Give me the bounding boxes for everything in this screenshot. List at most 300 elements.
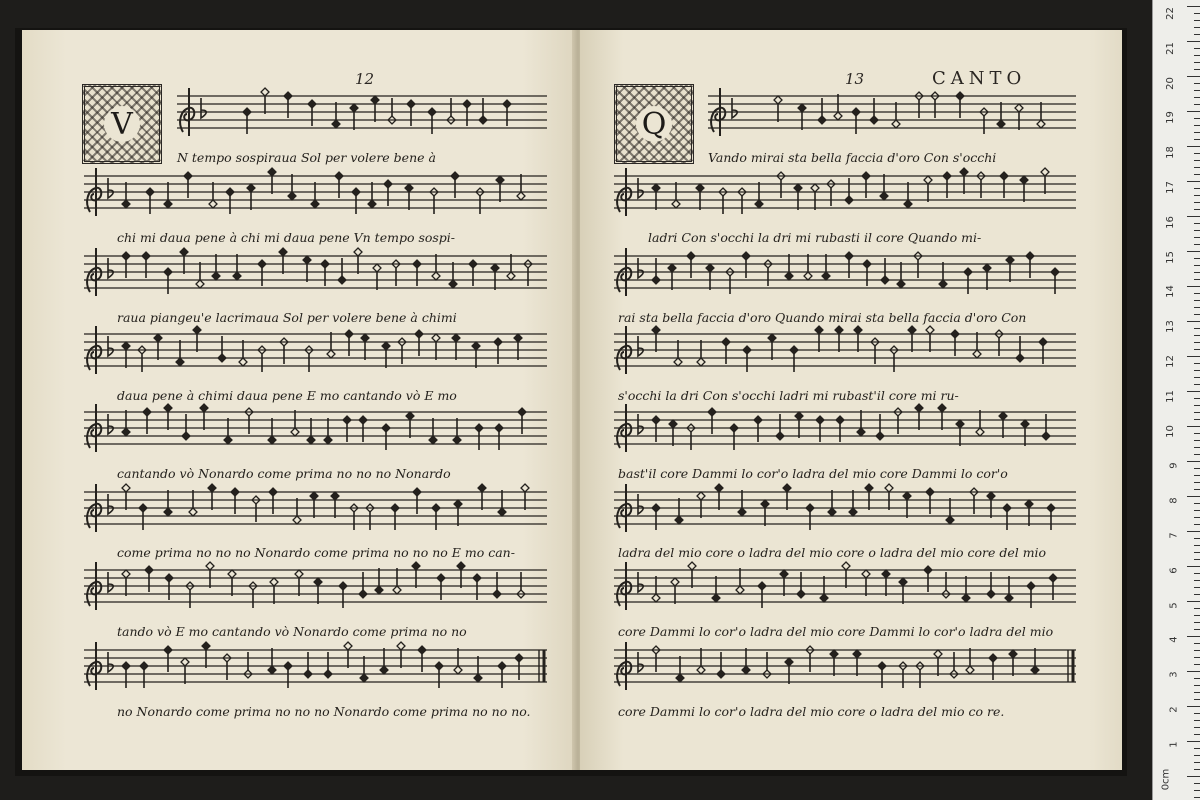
note-head: [897, 280, 905, 288]
ruler-tick: [1194, 132, 1200, 133]
note-head: [479, 116, 487, 124]
note-head: [165, 574, 173, 582]
ruler-tick: [1194, 454, 1200, 455]
note-head: [224, 436, 232, 444]
note-head: [939, 280, 947, 288]
ruler-tick: [1194, 727, 1200, 728]
note-head: [798, 104, 806, 112]
note-head: [382, 342, 390, 350]
ruler-tick: [1194, 790, 1200, 791]
note-head: [882, 570, 890, 578]
note-head: [934, 650, 942, 658]
ruler-tick: [1194, 90, 1200, 91]
note-head: [1027, 582, 1035, 590]
note-head: [785, 272, 793, 280]
note-head: [862, 570, 870, 578]
note-head: [696, 184, 704, 192]
note-head: [196, 280, 204, 288]
note-head: [193, 326, 201, 334]
ruler-tick: [1194, 692, 1200, 693]
ruler-tick: [1187, 566, 1200, 567]
lyric-line: core Dammi lo cor'o ladra del mio core o ladra del mio co re.: [618, 704, 1005, 719]
note-head: [176, 358, 184, 366]
note-head: [736, 586, 744, 594]
ruler-tick: [1194, 377, 1200, 378]
note-head: [892, 120, 900, 128]
ruler-tick: [1194, 545, 1200, 546]
note-head: [331, 492, 339, 500]
ruler-tick: [1194, 755, 1200, 756]
ruler-tick: [1194, 615, 1200, 616]
flat-sign-icon: [732, 98, 737, 118]
note-head: [652, 416, 660, 424]
note-head: [498, 508, 506, 516]
note-head: [208, 484, 216, 492]
ruler-tick: [1194, 678, 1200, 679]
note-head: [822, 272, 830, 280]
note-head: [209, 200, 217, 208]
ruler-tick: [1194, 258, 1200, 259]
note-head: [816, 416, 824, 424]
ruler-tick: [1194, 20, 1200, 21]
note-head: [964, 268, 972, 276]
note-head: [999, 412, 1007, 420]
lyric-line: s'occhi la dri Con s'occhi ladri mi rubast'il core mi ru-: [618, 388, 959, 403]
note-head: [517, 192, 525, 200]
note-head: [774, 96, 782, 104]
note-head: [279, 248, 287, 256]
note-head: [164, 268, 172, 276]
note-head: [310, 492, 318, 500]
note-head: [122, 200, 130, 208]
note-head: [343, 416, 351, 424]
note-head: [924, 176, 932, 184]
note-head: [881, 276, 889, 284]
ruler-tick: [1194, 83, 1200, 84]
ruler-tick: [1194, 27, 1200, 28]
note-head: [715, 484, 723, 492]
ruler-tick: [1194, 517, 1200, 518]
note-head: [938, 404, 946, 412]
ruler-tick: [1194, 622, 1200, 623]
ruler-tick: [1194, 489, 1200, 490]
ruler-label: 7: [1168, 532, 1180, 539]
note-head: [675, 516, 683, 524]
ruler-label: 2: [1168, 706, 1180, 713]
ruler-tick: [1194, 209, 1200, 210]
note-head: [493, 590, 501, 598]
note-head: [181, 658, 189, 666]
lyric-line: ladra del mio core o ladra del mio core o ladra del mio core del mio: [618, 545, 1047, 560]
ruler-tick: [1187, 286, 1200, 287]
ruler-tick: [1194, 34, 1200, 35]
note-head: [339, 582, 347, 590]
note-head: [231, 488, 239, 496]
note-head: [503, 100, 511, 108]
ruler-label: 19: [1165, 111, 1177, 125]
note-head: [268, 666, 276, 674]
note-head: [1031, 666, 1039, 674]
note-head: [951, 330, 959, 338]
note-head: [293, 516, 301, 524]
ruler-tick: [1194, 559, 1200, 560]
note-head: [428, 108, 436, 116]
ruler-tick: [1187, 321, 1200, 322]
note-head: [218, 354, 226, 362]
ruler-tick: [1194, 734, 1200, 735]
flat-sign-icon: [638, 178, 643, 198]
ruler-tick: [1194, 48, 1200, 49]
note-head: [295, 570, 303, 578]
note-head: [496, 176, 504, 184]
ruler-tick: [1194, 433, 1200, 434]
note-head: [783, 484, 791, 492]
ruler-label: 10: [1165, 424, 1177, 438]
note-head: [139, 504, 147, 512]
note-head: [164, 508, 172, 516]
ruler-tick: [1194, 440, 1200, 441]
note-head: [303, 256, 311, 264]
ruler-label: 15: [1165, 250, 1177, 264]
note-head: [226, 188, 234, 196]
ruler-tick: [1187, 601, 1200, 602]
lyric-line: daua pene à chimi daua pene E mo cantando vò E mo: [117, 388, 457, 403]
note-head: [270, 578, 278, 586]
flat-sign-icon: [638, 258, 643, 278]
note-head: [755, 200, 763, 208]
note-head: [206, 562, 214, 570]
ruler-label: 9: [1168, 462, 1180, 470]
ruler-tick: [1187, 251, 1200, 252]
ruler-tick: [1194, 230, 1200, 231]
ruler-tick: [1187, 496, 1200, 497]
note-head: [966, 666, 974, 674]
ruler-label: 5: [1168, 601, 1180, 609]
note-head: [354, 248, 362, 256]
ruler-tick: [1194, 699, 1200, 700]
note-head: [418, 646, 426, 654]
note-head: [518, 408, 526, 416]
ruler-tick: [1194, 314, 1200, 315]
note-head: [122, 484, 130, 492]
note-head: [473, 574, 481, 582]
note-head: [435, 662, 443, 670]
ruler-label: 13: [1165, 320, 1177, 334]
note-head: [515, 654, 523, 662]
lyric-line: chi mi daua pene à chi mi daua pene Vn tempo sospi-: [117, 230, 456, 245]
note-head: [391, 504, 399, 512]
note-head: [507, 272, 515, 280]
ruler-label: 17: [1165, 181, 1177, 194]
note-head: [247, 184, 255, 192]
lyric-line: N tempo sospiraua Sol per volere bene à: [177, 150, 436, 165]
ruler-label: 18: [1165, 146, 1177, 160]
note-head: [164, 404, 172, 412]
note-head: [956, 420, 964, 428]
ruler-tick: [1194, 293, 1200, 294]
ruler-tick: [1194, 748, 1200, 749]
note-head: [795, 412, 803, 420]
ruler-tick: [1187, 461, 1200, 462]
note-head: [1051, 268, 1059, 276]
note-head: [494, 338, 502, 346]
ruler-tick: [1187, 776, 1200, 777]
music-staff: [614, 164, 1076, 224]
ruler-tick: [1194, 363, 1200, 364]
note-head: [475, 424, 483, 432]
note-head: [876, 432, 884, 440]
ruler-label: 8: [1168, 497, 1180, 504]
ruler-tick: [1194, 202, 1200, 203]
ruler-tick: [1187, 706, 1200, 707]
ruler-tick: [1194, 685, 1200, 686]
note-head: [997, 120, 1005, 128]
music-staff: [84, 322, 547, 382]
note-head: [308, 100, 316, 108]
ruler-label: 20: [1165, 76, 1177, 90]
note-head: [853, 650, 861, 658]
note-head: [454, 500, 462, 508]
note-head: [406, 412, 414, 420]
note-head: [345, 330, 353, 338]
flat-sign-icon: [108, 572, 113, 592]
ruler-tick: [1194, 272, 1200, 273]
music-staff: [84, 558, 547, 618]
ruler-tick: [1194, 664, 1200, 665]
note-head: [1042, 432, 1050, 440]
ruler-tick: [1194, 419, 1200, 420]
note-head: [143, 408, 151, 416]
decorated-initial: [82, 84, 162, 164]
note-head: [1047, 504, 1055, 512]
note-head: [1000, 172, 1008, 180]
ruler-tick: [1194, 720, 1200, 721]
note-head: [794, 184, 802, 192]
music-staff: [84, 244, 547, 304]
note-head: [754, 416, 762, 424]
note-head: [288, 192, 296, 200]
ruler-tick: [1194, 104, 1200, 105]
note-head: [924, 566, 932, 574]
ruler-tick: [1194, 412, 1200, 413]
note-head: [164, 200, 172, 208]
lyric-line: rai sta bella faccia d'oro Quando mirai sta bella faccia d'oro Con: [618, 310, 1027, 325]
ruler-tick: [1194, 335, 1200, 336]
note-head: [397, 642, 405, 650]
ruler-label: 4: [1168, 636, 1180, 644]
note-head: [785, 658, 793, 666]
note-head: [1020, 176, 1028, 184]
note-head: [164, 646, 172, 654]
note-head: [332, 120, 340, 128]
ruler-tick: [1194, 524, 1200, 525]
note-head: [706, 264, 714, 272]
ruler-tick: [1194, 580, 1200, 581]
note-head: [908, 326, 916, 334]
note-head: [327, 350, 335, 358]
note-head: [284, 92, 292, 100]
note-head: [142, 252, 150, 260]
ruler-tick: [1194, 510, 1200, 511]
note-head: [946, 516, 954, 524]
note-head: [880, 192, 888, 200]
note-head: [457, 562, 465, 570]
note-head: [815, 326, 823, 334]
note-head: [865, 484, 873, 492]
ruler-tick: [1194, 349, 1200, 350]
note-head: [671, 578, 679, 586]
ruler-tick: [1187, 531, 1200, 532]
note-head: [451, 172, 459, 180]
note-head: [521, 484, 529, 492]
music-staff: [84, 480, 547, 540]
note-head: [845, 196, 853, 204]
ruler-tick: [1187, 741, 1200, 742]
note-head: [413, 488, 421, 496]
note-head: [1009, 650, 1017, 658]
note-head: [712, 594, 720, 602]
note-head: [373, 264, 381, 272]
ruler-label: 16: [1165, 215, 1177, 229]
note-head: [449, 280, 457, 288]
note-head: [1006, 256, 1014, 264]
note-head: [960, 168, 968, 176]
note-head: [1041, 168, 1049, 176]
note-head: [429, 436, 437, 444]
ruler-tick: [1194, 447, 1200, 448]
ruler-tick: [1194, 13, 1200, 14]
ruler-tick: [1194, 188, 1200, 189]
note-head: [405, 184, 413, 192]
music-staff: [614, 400, 1076, 460]
note-head: [412, 562, 420, 570]
music-staff: [84, 638, 547, 698]
note-head: [899, 578, 907, 586]
ruler-tick: [1194, 398, 1200, 399]
note-head: [307, 436, 315, 444]
note-head: [498, 662, 506, 670]
note-head: [903, 492, 911, 500]
note-head: [697, 492, 705, 500]
note-head: [200, 404, 208, 412]
ruler-tick: [1194, 475, 1200, 476]
note-head: [842, 562, 850, 570]
note-head: [452, 334, 460, 342]
note-head: [818, 116, 826, 124]
flat-sign-icon: [201, 98, 206, 118]
note-head: [956, 92, 964, 100]
music-staff: [177, 84, 547, 144]
note-head: [432, 504, 440, 512]
note-head: [652, 504, 660, 512]
ruler-tick: [1187, 6, 1200, 7]
note-head: [863, 260, 871, 268]
note-head: [836, 416, 844, 424]
note-head: [835, 326, 843, 334]
note-head: [1025, 500, 1033, 508]
note-head: [474, 674, 482, 682]
note-head: [652, 326, 660, 334]
lyric-line: cantando vò Nonardo come prima no no no Nonardo: [117, 466, 451, 481]
note-head: [269, 488, 277, 496]
note-head: [291, 428, 299, 436]
note-head: [382, 424, 390, 432]
note-head: [687, 252, 695, 260]
note-head: [743, 346, 751, 354]
note-head: [478, 484, 486, 492]
note-head: [350, 104, 358, 112]
ruler-tick: [1194, 482, 1200, 483]
ruler-tick: [1194, 62, 1200, 63]
note-head: [674, 358, 682, 366]
flat-sign-icon: [638, 414, 643, 434]
ruler-tick: [1187, 76, 1200, 77]
flat-sign-icon: [638, 572, 643, 592]
ruler-tick: [1194, 174, 1200, 175]
note-head: [361, 334, 369, 342]
page-number: 12: [355, 70, 375, 88]
music-staff: [614, 480, 1076, 540]
note-head: [180, 248, 188, 256]
left-page: [22, 30, 578, 770]
note-head: [284, 662, 292, 670]
ruler-tick: [1187, 41, 1200, 42]
note-head: [122, 570, 130, 578]
flat-sign-icon: [638, 494, 643, 514]
note-head: [878, 662, 886, 670]
ruler-tick: [1194, 153, 1200, 154]
flat-sign-icon: [638, 652, 643, 672]
decorated-initial: [614, 84, 694, 164]
ruler-label: 3: [1168, 671, 1180, 678]
ruler-tick: [1194, 244, 1200, 245]
ruler-tick: [1194, 405, 1200, 406]
ruler-tick: [1187, 111, 1200, 112]
music-staff: [84, 164, 547, 224]
ruler-tick: [1194, 195, 1200, 196]
lyric-line: come prima no no no Nonardo come prima no no no E mo can-: [117, 545, 515, 560]
note-head: [722, 338, 730, 346]
note-head: [140, 662, 148, 670]
note-head: [454, 666, 462, 674]
note-head: [359, 590, 367, 598]
note-head: [1005, 594, 1013, 602]
note-head: [834, 112, 842, 120]
note-head: [676, 674, 684, 682]
note-head: [976, 428, 984, 436]
ruler-tick: [1194, 279, 1200, 280]
note-head: [926, 488, 934, 496]
ruler-tick: [1194, 237, 1200, 238]
note-head: [717, 670, 725, 678]
note-head: [1021, 420, 1029, 428]
note-head: [780, 570, 788, 578]
note-head: [730, 424, 738, 432]
note-head: [983, 264, 991, 272]
ruler-tick: [1194, 125, 1200, 126]
note-head: [776, 432, 784, 440]
ruler-tick: [1194, 783, 1200, 784]
note-head: [973, 350, 981, 358]
note-head: [415, 330, 423, 338]
ruler-tick: [1187, 216, 1200, 217]
note-head: [830, 650, 838, 658]
note-head: [668, 264, 676, 272]
note-head: [352, 188, 360, 196]
note-head: [811, 184, 819, 192]
note-head: [335, 172, 343, 180]
note-head: [239, 358, 247, 366]
